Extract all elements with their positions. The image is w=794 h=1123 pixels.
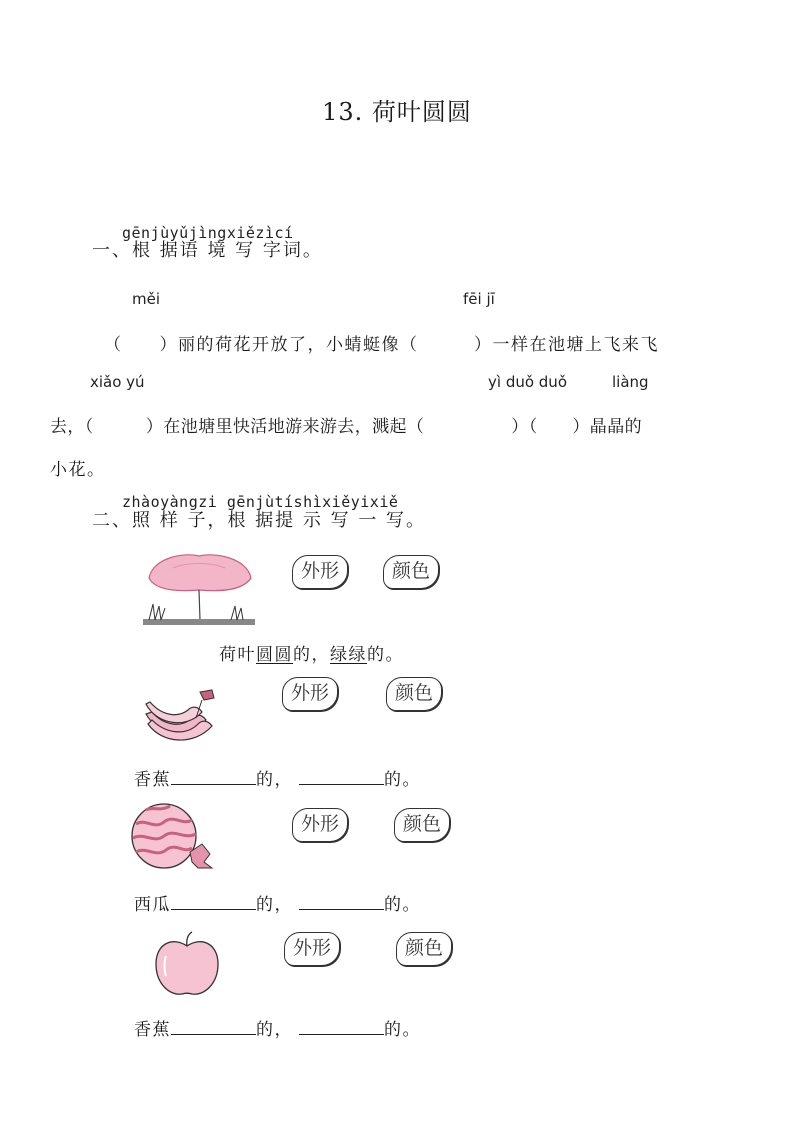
answer-blank[interactable] [171, 893, 256, 910]
text-line-3: 小花。 [50, 460, 106, 480]
pinyin-yiduoduo: yì duǒ duǒ [488, 373, 567, 391]
section1-pinyin: gēnjùyǔjìngxiězìcí [122, 224, 294, 242]
example-word2: 绿绿 [330, 645, 367, 665]
watermelon-prefix: 西瓜 [134, 895, 171, 915]
example-sentence [219, 640, 404, 665]
watermelon-mid: 的， [256, 895, 293, 915]
page-title: 13. 荷叶圆圆 [322, 98, 472, 126]
tag-shape: 外形 [282, 677, 338, 711]
text-line-2: 去，（ ）在池塘里快活地游来游去，溅起（ ）（ ）晶晶的 [50, 417, 642, 437]
watermelon-icon [130, 800, 216, 874]
banana-icon [142, 684, 218, 750]
apple-icon [152, 930, 222, 998]
banana-prefix: 香蕉 [134, 770, 171, 790]
section2-heading: 二、照 样 子，根 据提 示 写 一 写。 [92, 510, 427, 531]
tag-color: 颜色 [386, 677, 442, 711]
banana-mid: 的， [256, 770, 293, 790]
example-prefix: 荷叶 [219, 645, 256, 665]
tag-color: 颜色 [383, 555, 439, 589]
section2-pinyin: zhàoyàngzi gēnjùtíshìxiěyixiě [122, 493, 399, 511]
apple-suffix: 的。 [384, 1020, 421, 1040]
section1-heading: 一、根 据语 境 写 字词。 [92, 240, 323, 261]
tag-color: 颜色 [394, 808, 450, 842]
tag-shape: 外形 [292, 555, 348, 589]
pinyin-xiaoyu: xiǎo yú [90, 373, 145, 391]
example-mid: 的， [293, 645, 330, 665]
apple-mid: 的， [256, 1020, 293, 1040]
tag-shape: 外形 [292, 808, 348, 842]
banana-sentence [134, 765, 421, 790]
example-word1: 圆圆 [256, 645, 293, 665]
example-suffix: 的。 [367, 645, 404, 665]
text-line-1: （ ）丽的荷花开放了，小蜻蜓像（ ）一样在池塘上飞来飞 [104, 335, 659, 355]
pinyin-feiji: fēi jī [463, 290, 495, 308]
pinyin-liang: liàng [612, 373, 649, 391]
watermelon-sentence [134, 890, 421, 915]
answer-blank[interactable] [171, 1018, 256, 1035]
tag-color: 颜色 [396, 932, 452, 966]
answer-blank[interactable] [171, 768, 256, 785]
watermelon-suffix: 的。 [384, 895, 421, 915]
apple-prefix: 香蕉 [134, 1020, 171, 1040]
answer-blank[interactable] [299, 893, 384, 910]
answer-blank[interactable] [299, 1018, 384, 1035]
answer-blank[interactable] [299, 768, 384, 785]
apple-sentence [134, 1015, 421, 1040]
lotus-leaf-icon [143, 548, 255, 628]
tag-shape: 外形 [284, 932, 340, 966]
banana-suffix: 的。 [384, 770, 421, 790]
pinyin-mei: měi [132, 290, 161, 308]
